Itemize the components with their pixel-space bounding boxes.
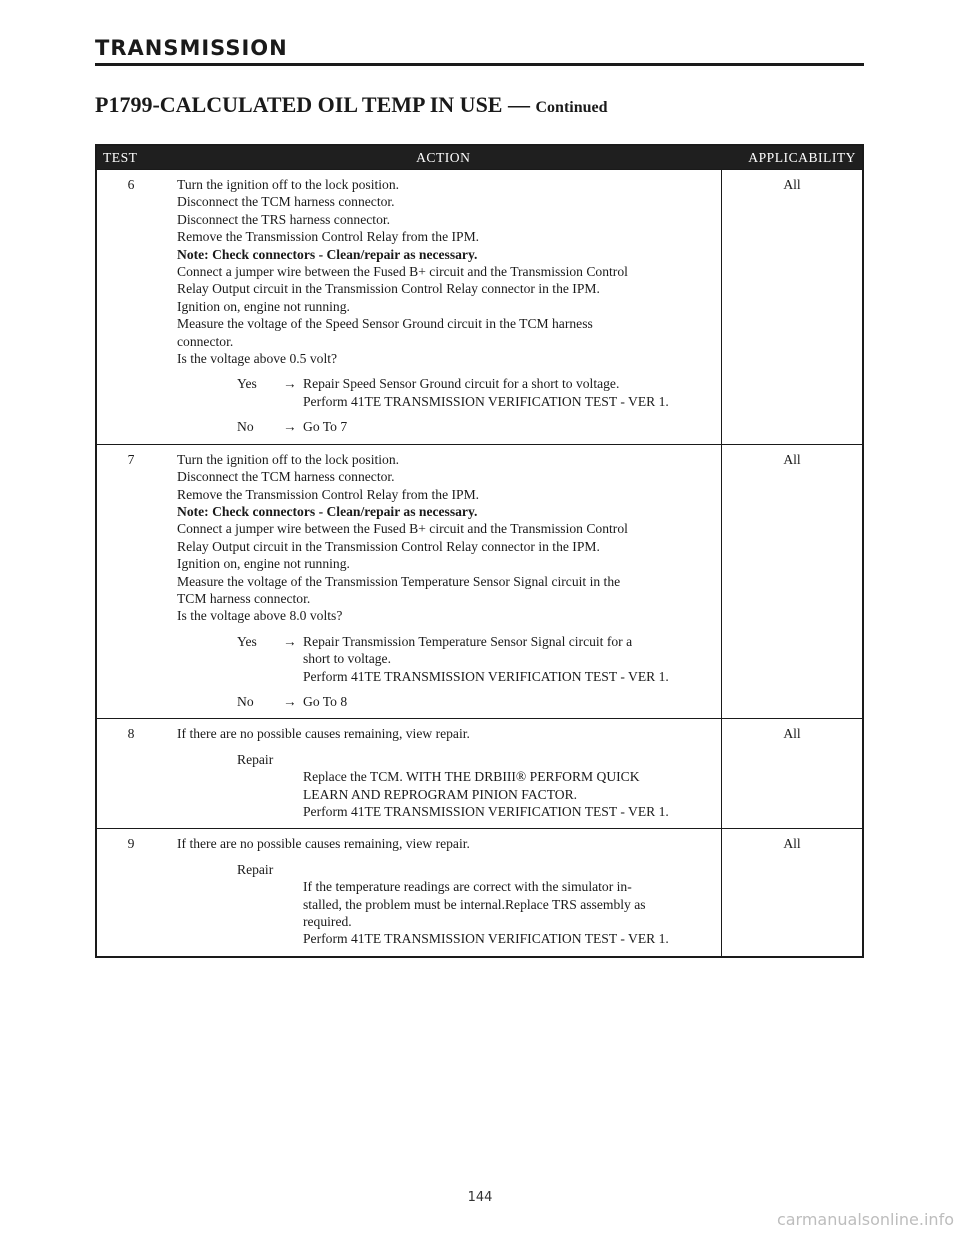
arrow-icon: → — [283, 376, 297, 392]
page-number: 144 — [467, 1190, 493, 1205]
table-row — [96, 829, 863, 957]
test-number: 6 — [96, 170, 165, 445]
applicability: All — [722, 444, 864, 719]
no-label: No — [237, 693, 254, 709]
page-heading-text: P1799-CALCULATED OIL TEMP IN USE — — [95, 92, 530, 117]
section-title: TRANSMISSION — [95, 36, 288, 60]
arrow-icon: → — [283, 693, 297, 709]
no-text: Go To 8 — [303, 693, 348, 709]
yes-label: Yes — [237, 376, 257, 392]
no-label: No — [237, 419, 254, 435]
action-line: TCM harness connector. — [177, 590, 311, 606]
action-cell — [165, 829, 722, 957]
action-line: Ignition on, engine not running. — [177, 298, 350, 314]
action-line: Connect a jumper wire between the Fused B+ circuit and the Transmission Control — [177, 264, 628, 280]
action-line: Turn the ignition off to the lock position. — [177, 451, 400, 467]
header-action: ACTION — [165, 145, 722, 170]
applicability: All — [722, 829, 864, 957]
repair-block — [177, 861, 715, 948]
repair-label: Repair — [237, 861, 274, 877]
repair-text — [177, 878, 715, 948]
action-line: Is the voltage above 0.5 volt? — [177, 351, 338, 367]
repair-line: Perform 41TE TRANSMISSION VERIFICATION TEST - VER 1. — [303, 804, 669, 819]
header-applicability: APPLICABILITY — [722, 145, 864, 170]
repair-line: Perform 41TE TRANSMISSION VERIFICATION TEST - VER 1. — [303, 931, 669, 947]
repair-line: Replace the TCM. WITH THE DRBIII® PERFORM QUICK — [303, 769, 640, 785]
action-line: Disconnect the TCM harness connector. — [177, 469, 395, 485]
action-line: Connect a jumper wire between the Fused B+ circuit and the Transmission Control — [177, 521, 628, 537]
arrow-icon: → — [283, 419, 297, 435]
table-row — [96, 719, 863, 829]
yes-branch — [177, 375, 715, 410]
yes-label: Yes — [237, 633, 257, 649]
note-line: Note: Check connectors - Clean/repair as necessary. — [177, 503, 478, 519]
header-test: TEST — [96, 145, 165, 170]
repair-line: required. — [303, 914, 352, 930]
no-branch — [177, 418, 715, 435]
repair-line: LEARN AND REPROGRAM PINION FACTOR. — [303, 786, 578, 802]
title-rule — [95, 63, 864, 66]
action-cell — [165, 170, 722, 445]
arrow-icon: → — [283, 633, 297, 649]
table-header-row — [96, 145, 863, 170]
action-line: Remove the Transmission Control Relay from the IPM. — [177, 229, 480, 245]
action-line: Disconnect the TCM harness connector. — [177, 194, 395, 210]
action-line: Is the voltage above 8.0 volts? — [177, 608, 343, 624]
table-row — [96, 170, 863, 445]
branch-line: Perform 41TE TRANSMISSION VERIFICATION TEST - VER 1. — [303, 393, 669, 409]
action-cell — [165, 719, 722, 829]
branch-line: Repair Speed Sensor Ground circuit for a short to voltage. — [303, 376, 620, 392]
no-branch — [177, 693, 715, 710]
watermark: carmanualsonline.info — [776, 1210, 954, 1229]
action-line: Remove the Transmission Control Relay from the IPM. — [177, 486, 480, 502]
repair-line: stalled, the problem must be internal.Replace TRS assembly as — [303, 896, 646, 912]
page-heading — [95, 92, 608, 118]
action-line: Relay Output circuit in the Transmission Control Relay connector in the IPM. — [177, 281, 600, 297]
action-line: Measure the voltage of the Transmission Temperature Sensor Signal circuit in the — [177, 573, 621, 589]
action-line: Relay Output circuit in the Transmission Control Relay connector in the IPM. — [177, 538, 600, 554]
repair-block — [177, 751, 715, 821]
branch-line: Repair Transmission Temperature Sensor Signal circuit for a — [303, 633, 633, 649]
applicability: All — [722, 170, 864, 445]
action-line: Measure the voltage of the Speed Sensor Ground circuit in the TCM harness — [177, 316, 593, 332]
action-cell — [165, 444, 722, 719]
test-number: 9 — [96, 829, 165, 957]
action-line: Turn the ignition off to the lock position. — [177, 177, 400, 192]
continued-label: Continued — [535, 99, 608, 116]
test-number: 7 — [96, 444, 165, 719]
no-text: Go To 7 — [303, 419, 348, 435]
yes-text — [303, 633, 715, 685]
yes-text — [303, 375, 715, 410]
applicability: All — [722, 719, 864, 829]
action-line: Ignition on, engine not running. — [177, 556, 350, 572]
diagnostic-table — [95, 144, 864, 958]
table-row — [96, 444, 863, 719]
action-line: Disconnect the TRS harness connector. — [177, 211, 391, 227]
action-line: connector. — [177, 333, 234, 349]
repair-text — [177, 768, 715, 820]
action-line: If there are no possible causes remaining, view repair. — [177, 726, 470, 742]
test-number: 8 — [96, 719, 165, 829]
branch-line: short to voltage. — [303, 651, 391, 667]
repair-line: If the temperature readings are correct with the simulator in- — [303, 879, 632, 895]
yes-branch — [177, 633, 715, 685]
repair-label: Repair — [237, 751, 274, 767]
note-line: Note: Check connectors - Clean/repair as necessary. — [177, 246, 478, 262]
action-line: If there are no possible causes remaining, view repair. — [177, 836, 470, 852]
branch-line: Perform 41TE TRANSMISSION VERIFICATION TEST - VER 1. — [303, 668, 669, 684]
